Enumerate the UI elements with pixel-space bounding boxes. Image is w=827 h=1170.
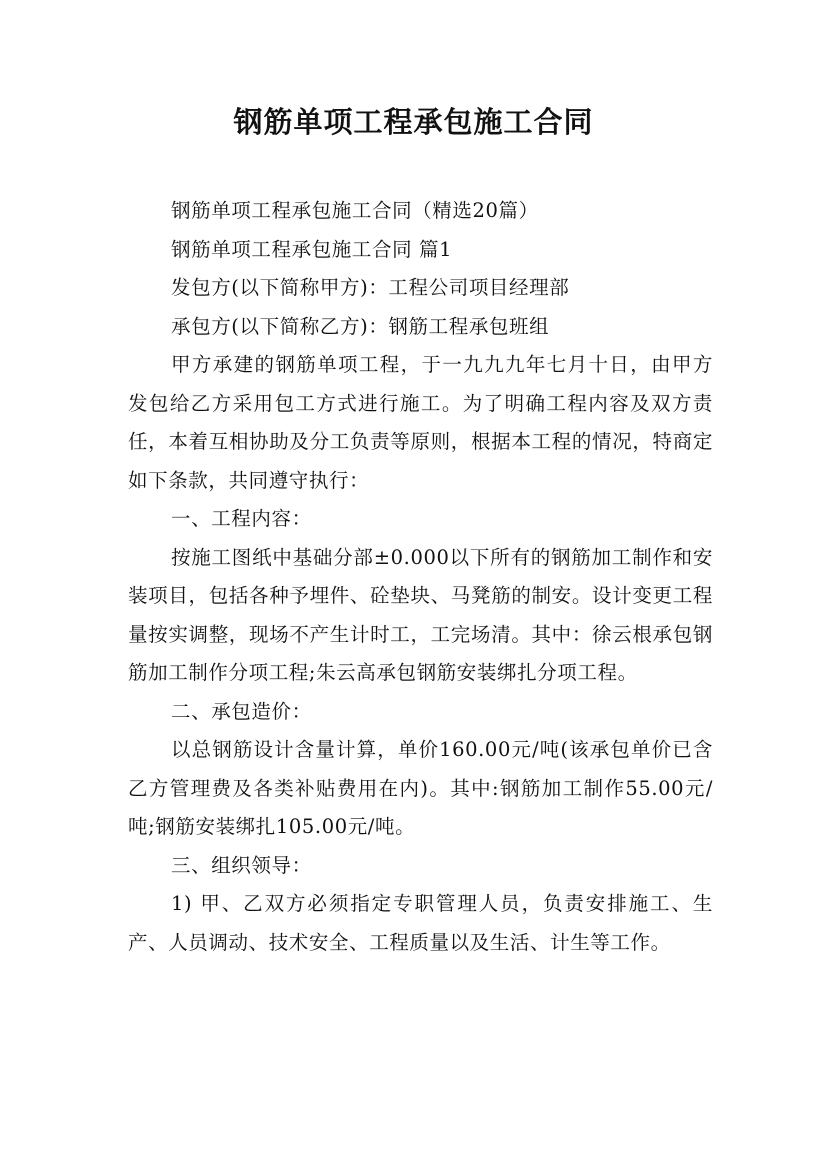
paragraph-price: 以总钢筋设计含量计算，单价160.00元/吨(该承包单价已含乙方管理费及各类补贴费用在内)。其中:钢筋加工制作55.00元/吨;钢筋安装绑扎105.00元/吨。 <box>128 738 713 838</box>
section-heading-organization: 三、组织领导： <box>171 853 312 877</box>
paragraph-organization-1: 1) 甲、乙双方必须指定专职管理人员，负责安排施工、生产、人员调动、技术安全、工程质量以及生活、计生等工作。 <box>128 892 713 954</box>
paragraph-article-heading: 钢筋单项工程承包施工合同 篇1 <box>171 237 453 261</box>
paragraph-scope: 按施工图纸中基础分部±0.000以下所有的钢筋加工制作和安装项目，包括各种予埋件、砼垫块、马凳筋的制安。设计变更工程量按实调整，现场不产生计时工，工完场清。其中：徐云根承包钢筋加工制作分项工程;朱云高承包钢筋安装绑扎分项工程。 <box>128 545 713 684</box>
section-heading-price: 二、承包造价： <box>171 699 312 723</box>
paragraph-preamble: 甲方承建的钢筋单项工程，于一九九九年七月十日，由甲方发包给乙方采用包工方式进行施工。为了明确工程内容及双方责任，本着互相协助及分工负责等原则，根据本工程的情况，特商定如下条款，共同遵守执行： <box>128 353 713 492</box>
document-body <box>128 192 713 962</box>
section-heading-scope: 一、工程内容： <box>171 507 312 530</box>
paragraph-collection-title: 钢筋单项工程承包施工合同（精选20篇） <box>171 199 539 222</box>
paragraph-party-b: 承包方(以下简称乙方)：钢筋工程承包班组 <box>171 314 550 338</box>
paragraph-party-a: 发包方(以下简称甲方)：工程公司项目经理部 <box>171 276 570 299</box>
document-title: 钢筋单项工程承包施工合同 <box>233 105 594 139</box>
